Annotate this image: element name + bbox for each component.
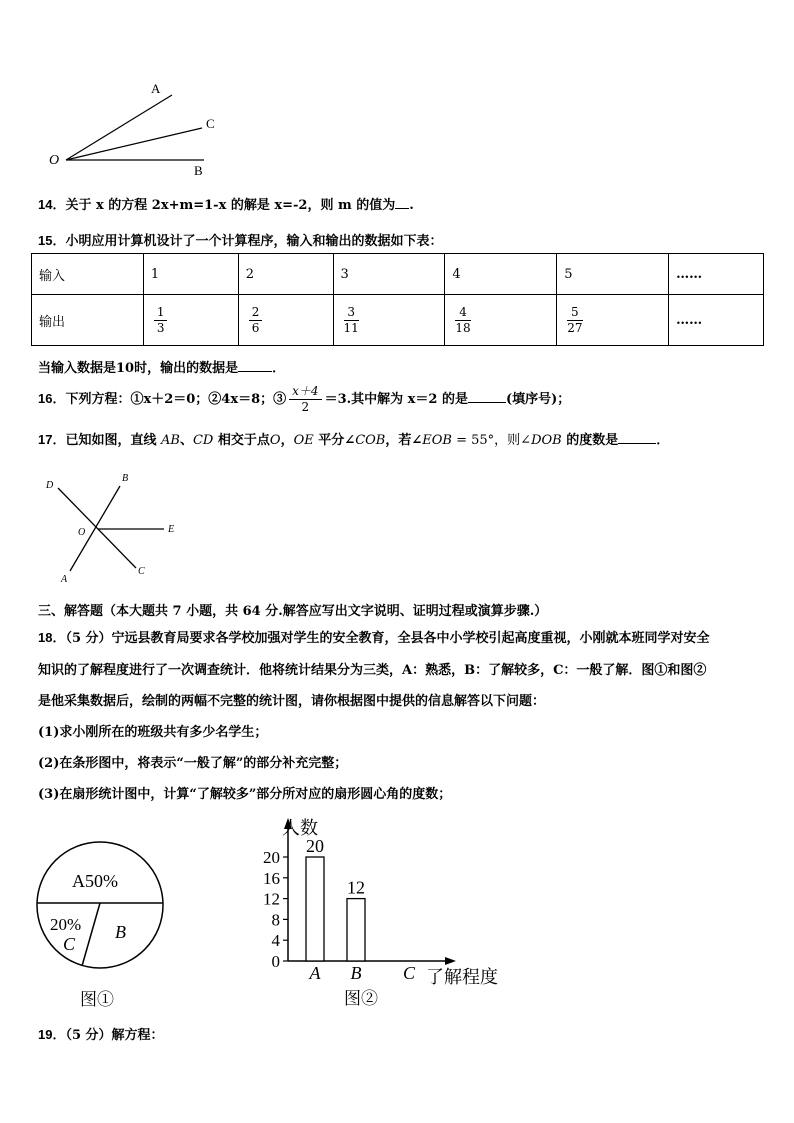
question-15	[38, 230, 442, 249]
label-b: B	[122, 473, 129, 484]
question-19: 19．（5 分）解方程：	[38, 1027, 164, 1043]
input-cell: 1	[143, 254, 238, 295]
output-cell	[445, 295, 557, 346]
question-number: 16．	[38, 391, 66, 406]
label-e: E	[168, 524, 175, 535]
fraction: $\frac{1}{3}$	[154, 305, 168, 336]
output-row	[32, 295, 764, 346]
y-tick-label: 16	[263, 868, 280, 888]
input-cell: 2	[238, 254, 333, 295]
input-cell: 4	[445, 254, 557, 295]
subquestion-1: (1)求小刚所在的班级共有多少名学生；	[38, 725, 268, 740]
label-a: A	[151, 81, 161, 96]
input-row	[32, 254, 764, 295]
question-17: 17．已知如图，直线 AB、CD 相交于点O，OE 平分∠COB，若∠EOB = 55°，则∠DOB 的度数是 ．	[38, 432, 670, 448]
y-axis-label: 人数	[282, 818, 318, 838]
question-number: 18．	[38, 630, 66, 645]
label-d: D	[46, 480, 54, 491]
question-number: 15．	[38, 233, 66, 248]
input-cell: 5	[557, 254, 669, 295]
y-tick-label: 8	[271, 910, 280, 930]
lines-figure	[40, 468, 190, 586]
input-cell: 3	[333, 254, 445, 295]
x-axis-label: 了解程度	[426, 967, 498, 987]
fraction: $\frac{3}{11}$	[343, 304, 359, 335]
io-table	[31, 253, 764, 346]
y-tick-label: 20	[263, 848, 280, 867]
pie-caption: 图①	[80, 990, 114, 1009]
label-c: C	[206, 116, 215, 131]
question-number: 19．	[38, 1027, 66, 1042]
bar-value-label-b: 12	[347, 877, 365, 898]
section-heading	[38, 600, 547, 619]
bar-value-label-a: 20	[306, 836, 324, 856]
bar-b	[347, 899, 365, 961]
pie-label-a: A50%	[72, 871, 118, 891]
question-18: 18．（5 分）宁远县教育局要求各学校加强对学生的安全教育，全县各中小学校引起高度重视，小刚就本班同学对安全	[38, 630, 710, 646]
input-label: 输入	[32, 254, 144, 295]
output-cell	[143, 295, 238, 346]
question-14: 14．关于 x 的方程 2x+m=1-x 的解是 x=-2，则 m 的值为 .	[38, 197, 414, 213]
x-tick-label-b: B	[350, 963, 362, 983]
question-18-line2: 知识的了解程度进行了一次调查统计．他将统计结果分为三类，A：熟悉，B：了解较多，C：一般了解．图①和图②	[38, 663, 707, 678]
fraction: $\frac{x+4}{2}$	[289, 384, 321, 415]
ray-oa	[66, 95, 172, 160]
label-o: O	[49, 153, 60, 168]
question-number: 17．	[38, 432, 66, 447]
fraction: $\frac{5}{27}$	[567, 304, 583, 335]
question-text: 小明应用计算机设计了一个计算程序，输入和输出的数据如下表：	[65, 234, 443, 249]
bar-caption: 图②	[344, 989, 378, 1008]
pie-chart	[30, 830, 175, 1015]
answer-blank	[238, 371, 272, 372]
pie-label-c-pct: 20%	[50, 915, 82, 934]
bar-a	[306, 857, 324, 961]
output-cell: ……	[669, 295, 764, 346]
subquestion-2: (2)在条形图中，将表示“一般了解”的部分补充完整；	[38, 756, 348, 771]
answer-blank	[468, 402, 506, 403]
pie-label-b: B	[115, 922, 126, 942]
line-db-d	[58, 488, 136, 568]
label-a: A	[61, 574, 68, 585]
question-15-followup: 当输入数据是10时，输出的数据是 ．	[38, 361, 286, 376]
label-o: O	[78, 527, 86, 538]
question-18-line3: 是他采集数据后，绘制的两幅不完整的统计图，请你根据图中提供的信息解答以下问题：	[38, 694, 546, 709]
pie-divider-bc	[82, 903, 100, 966]
fraction: $\frac{4}{18}$	[455, 304, 471, 335]
y-tick-label: 12	[263, 889, 280, 909]
angle-figure	[44, 78, 234, 178]
answer-blank	[618, 443, 656, 444]
question-text: 关于 x 的方程 2x+m=1-x 的解是 x=-2，则 m 的值为	[65, 198, 396, 213]
y-tick-label: 0	[271, 952, 280, 971]
output-cell	[557, 295, 669, 346]
ray-oc	[66, 128, 202, 160]
output-cell	[333, 295, 445, 346]
bar-chart	[248, 815, 510, 1015]
question-number: 14．	[38, 197, 66, 212]
input-cell: ……	[669, 254, 764, 295]
answer-blank	[395, 208, 409, 209]
section-title: 三、解答题	[38, 604, 104, 619]
output-cell	[238, 295, 333, 346]
fraction: $\frac{2}{6}$	[249, 305, 263, 336]
x-tick-label-a: A	[309, 963, 321, 983]
subquestion-3: (3)在扇形统计图中，计算“了解较多”部分所对应的扇形圆心角的度数；	[38, 787, 452, 802]
label-b: B	[194, 163, 203, 178]
label-c: C	[138, 566, 145, 577]
output-label: 输出	[32, 295, 144, 346]
x-axis-arrow	[445, 957, 456, 965]
y-tick-label: 4	[271, 931, 280, 951]
question-16: 16．下列方程：①x＋2＝0；②4x＝8；③ $\frac{x+4}{2}$ ＝3.其中解为 x＝2 的是 (填序号)；	[38, 384, 571, 414]
pie-label-c: C	[63, 934, 76, 954]
section-note: （本大题共 7 小题，共 64 分.解答应写出文字说明、证明过程或演算步骤.）	[103, 604, 548, 619]
x-tick-label-c: C	[402, 963, 416, 983]
